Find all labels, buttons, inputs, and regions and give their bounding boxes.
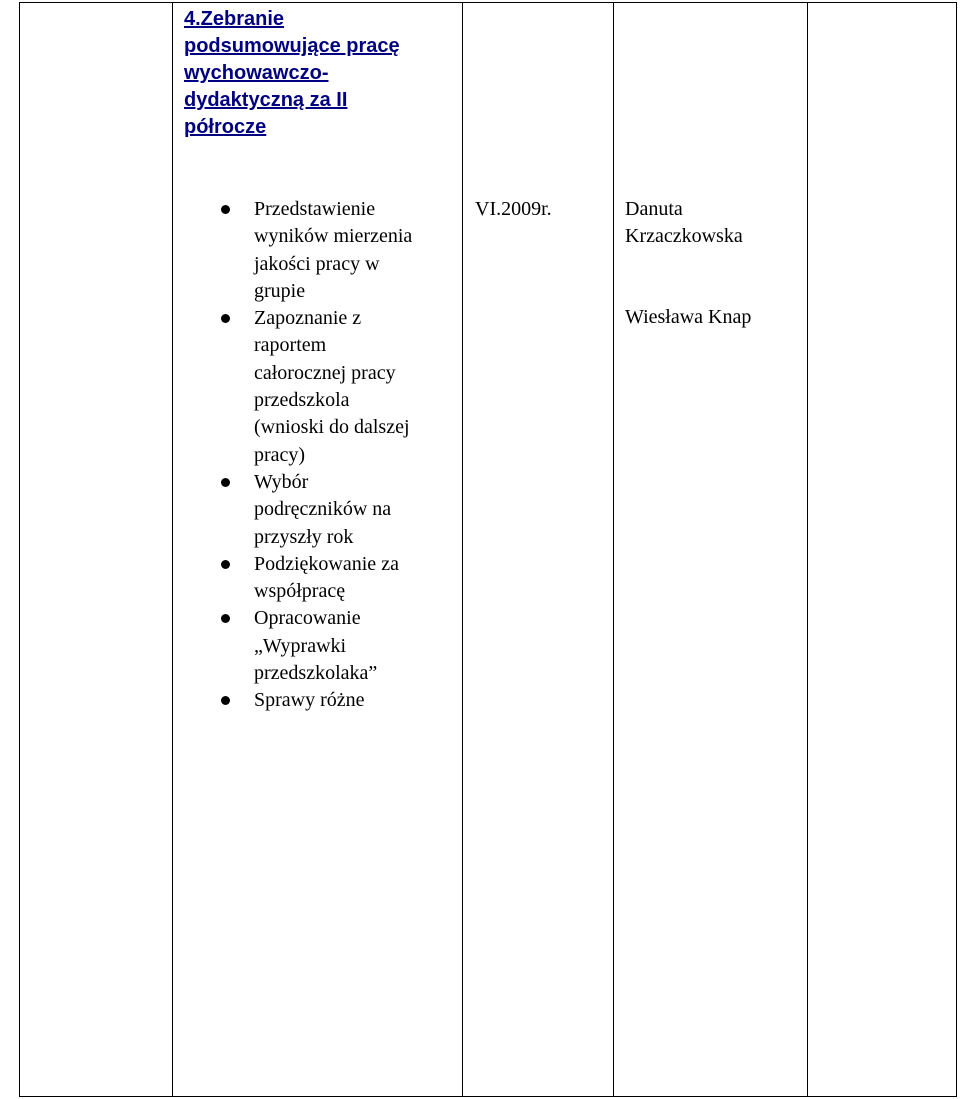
agenda-item-line: grupie <box>254 279 306 302</box>
row-border-bottom <box>19 1096 957 1097</box>
agenda-item-line: raportem <box>254 334 327 357</box>
meeting-heading <box>184 6 454 141</box>
bullet-icon <box>221 696 230 705</box>
agenda-item-line: przedszkolaka” <box>254 662 378 685</box>
bullet-icon <box>221 478 230 487</box>
agenda-item <box>184 196 459 305</box>
bullet-icon <box>221 205 230 214</box>
heading-line: wychowawczo- <box>184 62 329 84</box>
agenda-item-line: przyszły rok <box>254 525 354 548</box>
agenda-item <box>184 305 459 469</box>
agenda-item <box>184 469 459 551</box>
agenda-item-line: pracy) <box>254 443 306 466</box>
person-name-line: Wiesława Knap <box>625 306 752 328</box>
column-border <box>613 2 614 1097</box>
column-border <box>956 2 957 1097</box>
agenda-item-line: przedszkola <box>254 389 350 412</box>
agenda-list <box>184 196 459 715</box>
agenda-item <box>184 687 459 714</box>
bullet-icon <box>221 560 230 569</box>
heading-line: dydaktyczną za II <box>184 89 348 111</box>
agenda-item-line: Sprawy różne <box>254 689 365 712</box>
agenda-item-line: Opracowanie <box>254 607 361 630</box>
agenda-item <box>184 551 459 606</box>
column-border <box>19 2 20 1097</box>
person-name-line: Danuta <box>625 198 683 220</box>
agenda-item-line: jakości pracy w <box>254 252 380 275</box>
agenda-item-line: wyników mierzenia <box>254 225 413 248</box>
heading-line: 4.Zebranie <box>184 8 285 30</box>
agenda-item-line: Podziękowanie za <box>254 552 399 575</box>
agenda-item-line: Przedstawienie <box>254 198 376 220</box>
bullet-icon <box>221 614 230 623</box>
agenda-item-line: Zapoznanie z <box>254 307 362 330</box>
column-border <box>807 2 808 1097</box>
agenda-item-line: współpracę <box>254 580 346 603</box>
column-border <box>462 2 463 1097</box>
agenda-item-line: podręczników na <box>254 498 392 521</box>
spacer <box>625 250 751 304</box>
agenda-item-line: (wnioski do dalszej <box>254 416 410 439</box>
agenda-item <box>184 605 459 687</box>
bullet-icon <box>221 314 230 323</box>
meeting-date: VI.2009r. <box>475 198 552 220</box>
person-name-line: Krzaczkowska <box>625 225 743 247</box>
responsible-persons <box>625 196 751 331</box>
column-border <box>172 2 173 1097</box>
heading-line: podsumowujące pracę <box>184 35 400 57</box>
agenda-item-line: Wybór <box>254 470 309 493</box>
heading-line: półrocze <box>184 116 267 138</box>
row-border-top <box>19 2 957 3</box>
agenda-item-line: „Wyprawki <box>254 634 347 657</box>
agenda-item-line: całorocznej pracy <box>254 361 396 384</box>
